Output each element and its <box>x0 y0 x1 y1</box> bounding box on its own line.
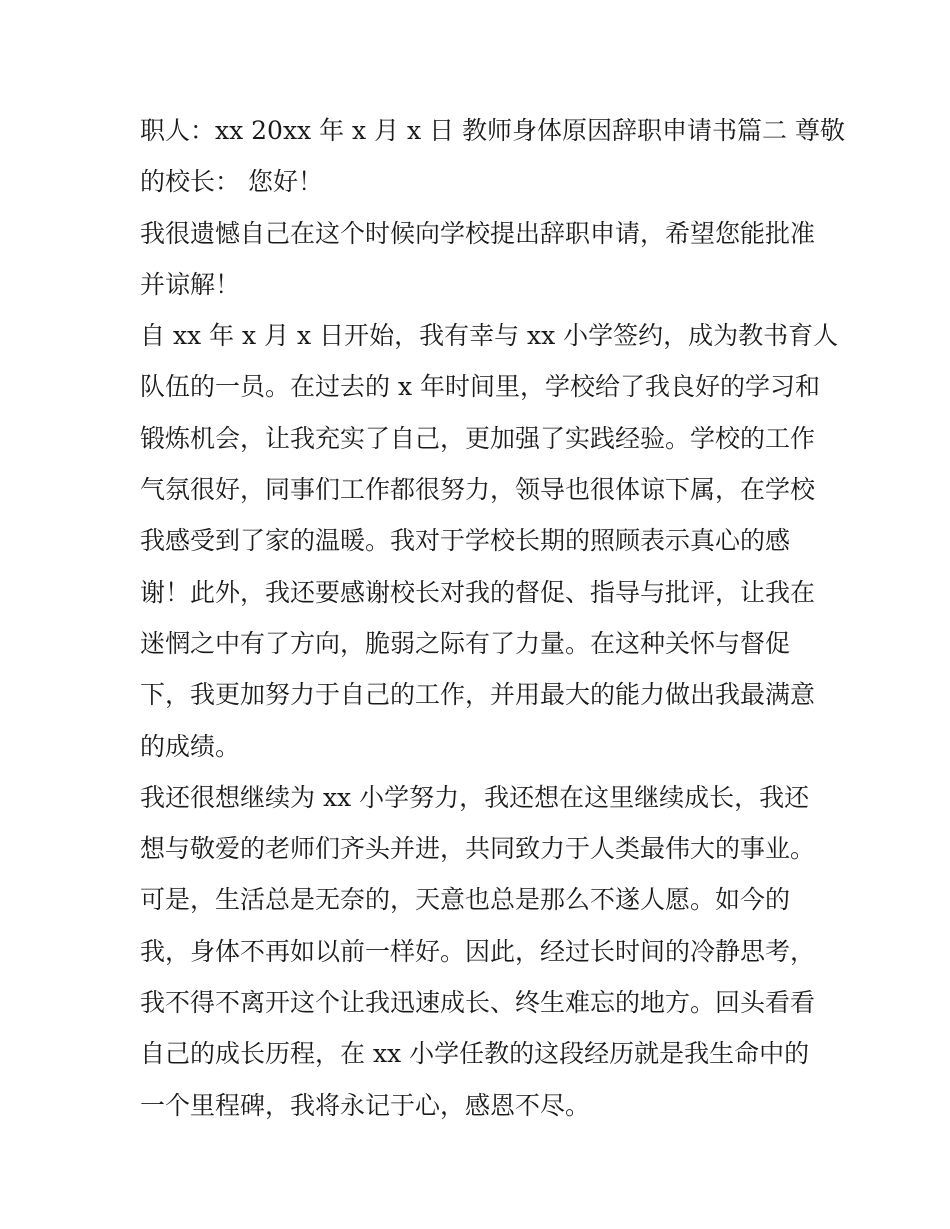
text-line: 我不得不离开这个让我迅速成长、终生难忘的地方。回头看看 <box>140 988 816 1018</box>
text-line: 气氛很好，同事们工作都很努力，领导也很体谅下属，在学校 <box>140 475 816 505</box>
letter-body <box>140 105 845 1131</box>
text-line: 可是，生活总是无奈的，天意也总是那么不遂人愿。如今的 <box>140 885 791 915</box>
text-line: 谢！此外，我还要感谢校长对我的督促、指导与批评，让我在 <box>140 577 816 607</box>
text-line: 下，我更加努力于自己的工作，并用最大的能力做出我最满意 <box>140 680 816 710</box>
paragraph-reason <box>140 772 820 1131</box>
text-line: 我很遗憾自己在这个时候向学校提出辞职申请，希望您能批准 <box>140 218 816 248</box>
text-line: 职人：xx 20xx 年 x 月 x 日 教师身体原因辞职申请书篇二 尊敬 <box>140 116 845 145</box>
text-line: 自 xx 年 x 月 x 日开始，我有幸与 xx 小学签约，成为教书育人 <box>140 321 839 351</box>
text-line: 我还很想继续为 xx 小学努力，我还想在这里继续成长，我还 <box>140 782 810 812</box>
text-line: 的成绩。 <box>140 731 241 761</box>
paragraph-opening <box>140 208 820 311</box>
text-line: 迷惘之中有了方向，脆弱之际有了力量。在这种关怀与督促 <box>140 628 791 658</box>
text-line: 并谅解！ <box>140 269 241 299</box>
text-line: 我感受到了家的温暖。我对于学校长期的照顾表示真心的感 <box>140 526 791 556</box>
paragraph-signature-and-title <box>140 105 845 208</box>
text-line: 自己的成长历程，在 xx 小学任教的这段经历就是我生命中的 <box>140 1039 810 1069</box>
text-line: 的校长： 您好！ <box>140 167 323 197</box>
text-line: 想与敬爱的老师们齐头并进，共同致力于人类最伟大的事业。 <box>140 834 816 864</box>
text-line: 队伍的一员。在过去的 x 年时间里，学校给了我良好的学习和 <box>140 372 820 402</box>
paragraph-gratitude <box>140 310 839 772</box>
text-line: 锻炼机会，让我充实了自己，更加强了实践经验。学校的工作 <box>140 423 816 453</box>
text-line: 一个里程碑，我将永记于心，感恩不尽。 <box>140 1090 591 1120</box>
text-line: 我，身体不再如以前一样好。因此，经过长时间的冷静思考， <box>140 936 816 966</box>
